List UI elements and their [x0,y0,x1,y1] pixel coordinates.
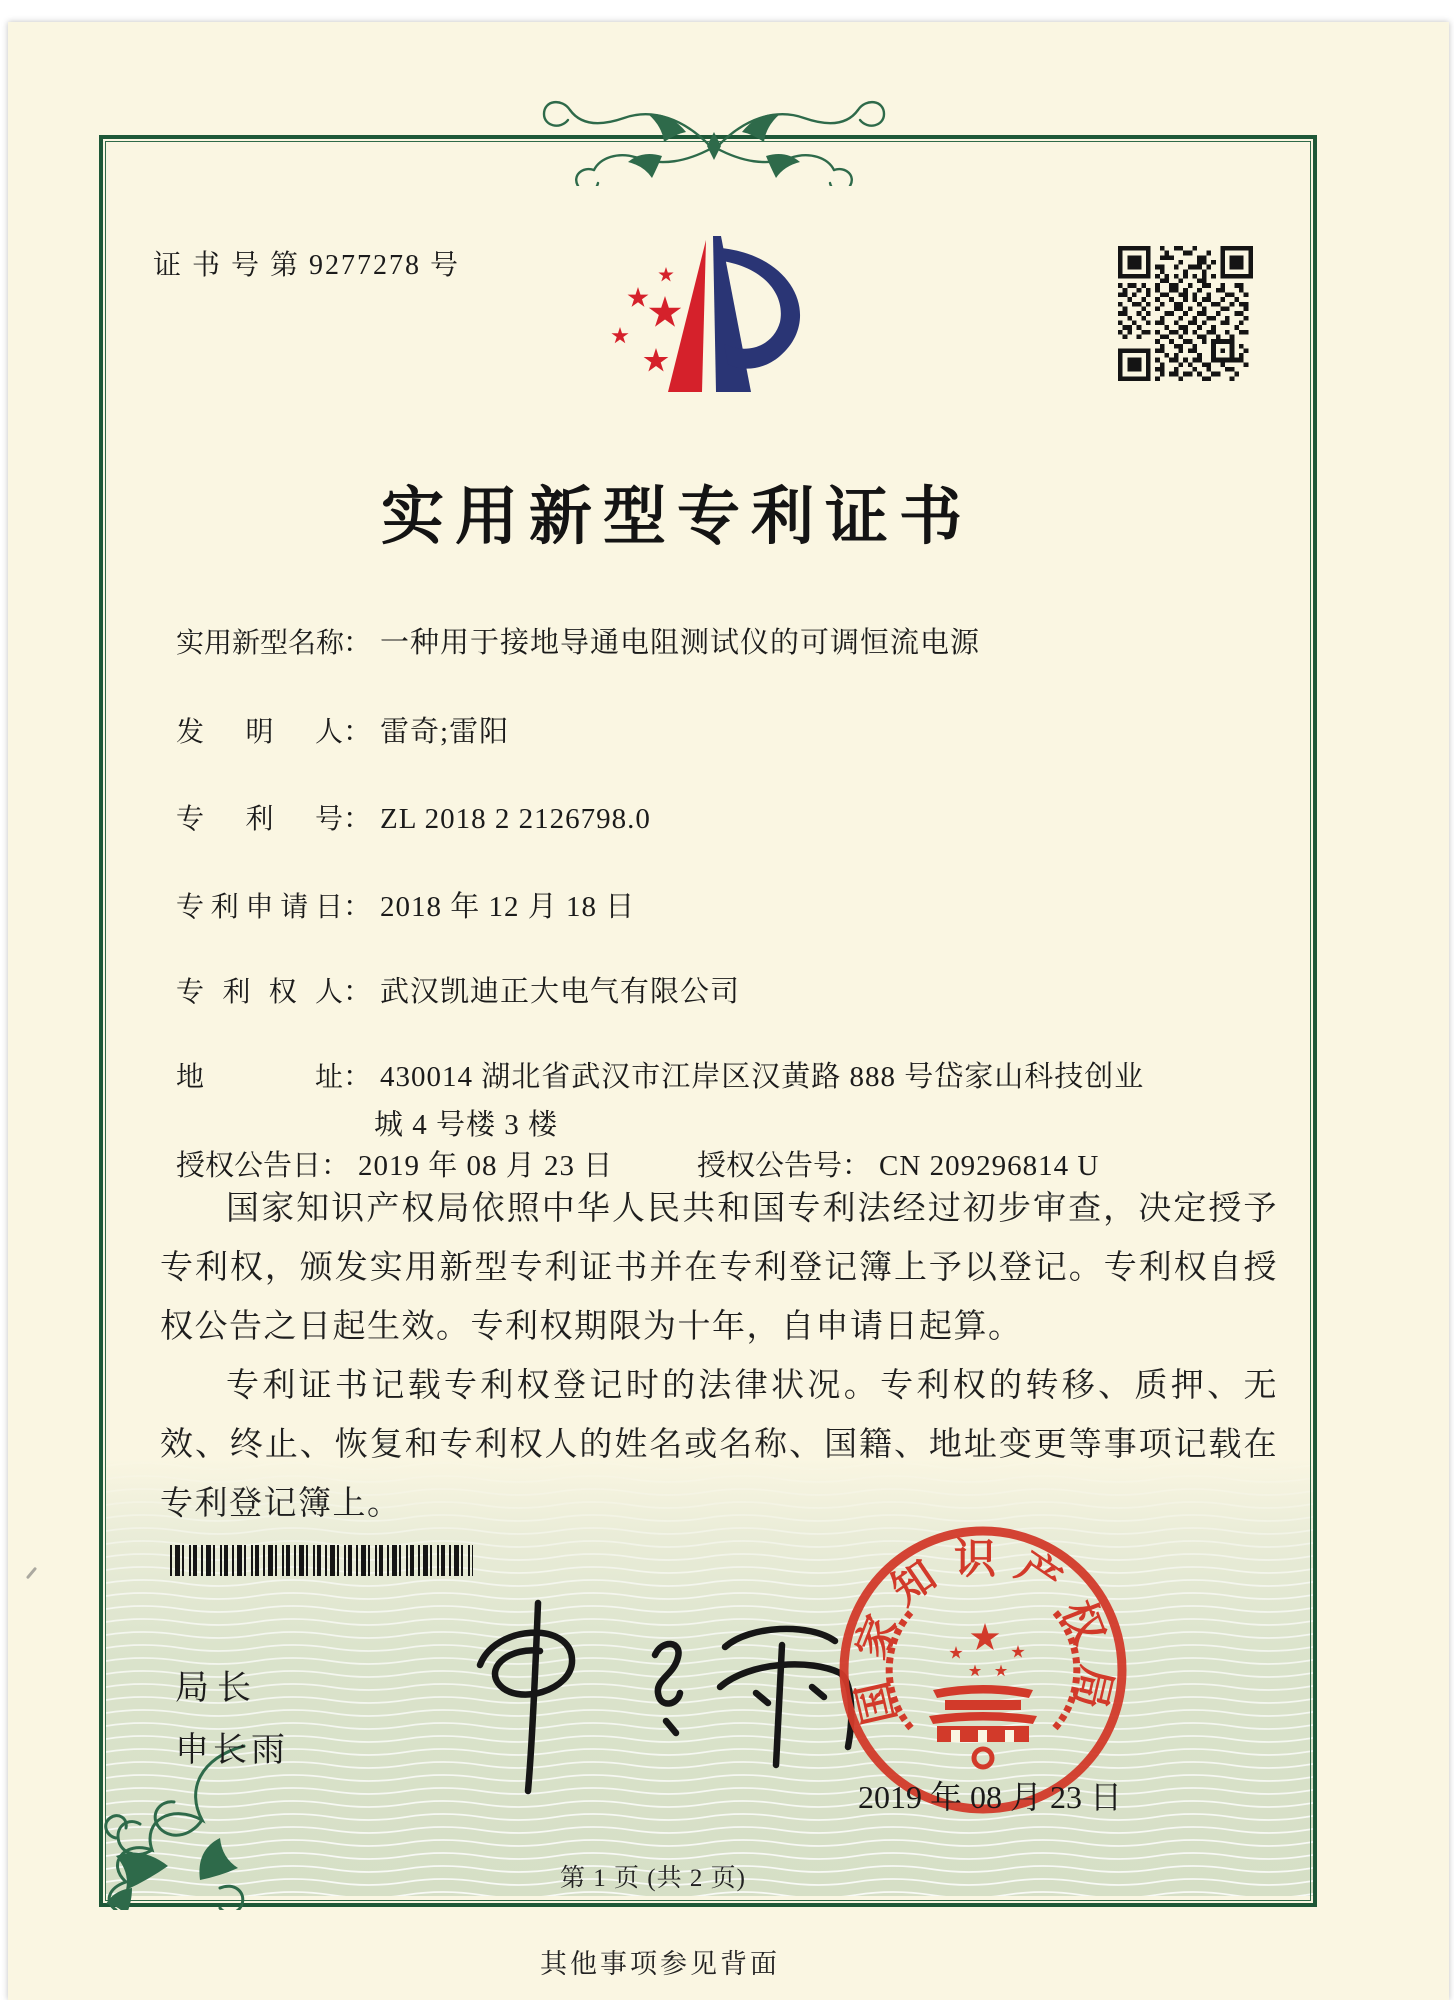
field-colon: ： [343,716,373,748]
back-side-note: 其他事项参见背面 [540,1949,780,1979]
seal-date: 2019 年 08 月 23 日 [858,1779,1123,1815]
field-row-patentee [176,969,740,1010]
field-colon: ： [343,976,373,1008]
legal-paragraph-1: 国家知识产权局依照中华人民共和国专利法经过初步审查，决定授予专利权，颁发实用新型专利证书并在专利登记簿上予以登记。专利权自授权公告之日起生效。专利权期限为十年，自申请日起算。 [160,1191,1278,1345]
director-signature-icon [420,1595,880,1795]
field-row-address [176,1054,1144,1095]
field-value: 430014 湖北省武汉市江岸区汉黄路 888 号岱家山科技创业 [380,1061,1145,1093]
grant-number-value: CN 209296814 U [879,1150,1100,1182]
director-name-label: 申长雨 [175,1731,289,1769]
grant-date-value: 2019 年 08 月 23 日 [358,1150,614,1182]
qr-code-icon [1118,246,1253,381]
field-row-name [176,620,980,661]
field-label: 专利权人 [176,977,343,1008]
certificate-number: 证 书 号 第 9277278 号 [153,250,461,281]
field-colon: ： [343,627,373,659]
field-row-filing-date [176,884,635,925]
field-label: 发明人 [176,717,343,748]
legal-paragraph-2: 专利证书记载专利权登记时的法律状况。专利权的转移、质押、无效、终止、恢复和专利权人的姓名或名称、国籍、地址变更等事项记载在专利登记簿上。 [160,1368,1278,1522]
cnipa-patent-logo-icon [610,234,832,402]
field-value: 2018 年 12 月 18 日 [380,891,636,923]
barcode [170,1545,473,1576]
grant-number-group [697,1143,1099,1184]
field-colon: ： [321,1150,351,1182]
field-row-patent-number [176,796,651,837]
field-colon: ： [343,1061,373,1093]
field-value: 雷奇;雷阳 [380,716,510,748]
field-label: 地址 [176,1062,343,1093]
field-value: ZL 2018 2 2126798.0 [380,803,651,835]
field-label: 专利号 [176,804,343,835]
field-label: 专利申请日 [176,892,343,923]
field-row-inventor [176,709,509,750]
field-value: 武汉凯迪正大电气有限公司 [380,976,741,1008]
field-colon: ： [842,1150,872,1182]
field-value-address-line2: 城 4 号楼 3 楼 [374,1109,559,1141]
field-colon: ： [343,803,373,835]
certificate-title: 实用新型专利证书 [381,482,973,552]
director-title-label: 局长 [175,1669,259,1707]
field-label: 实用新型名称 [176,628,345,659]
grant-date-label: 授权公告日 [176,1150,322,1182]
grant-row [176,1143,1296,1184]
grant-number-label: 授权公告号 [697,1150,843,1182]
legal-text-block [160,1180,1278,1534]
page-number: 第 1 页 (共 2 页) [560,1865,746,1892]
field-colon: ： [343,891,373,923]
field-value: 一种用于接地导通电阻测试仪的可调恒流电源 [380,627,981,659]
top-scroll-ornament-icon [504,96,924,186]
seal-text: 国家知识产权局 [846,1537,1120,1729]
